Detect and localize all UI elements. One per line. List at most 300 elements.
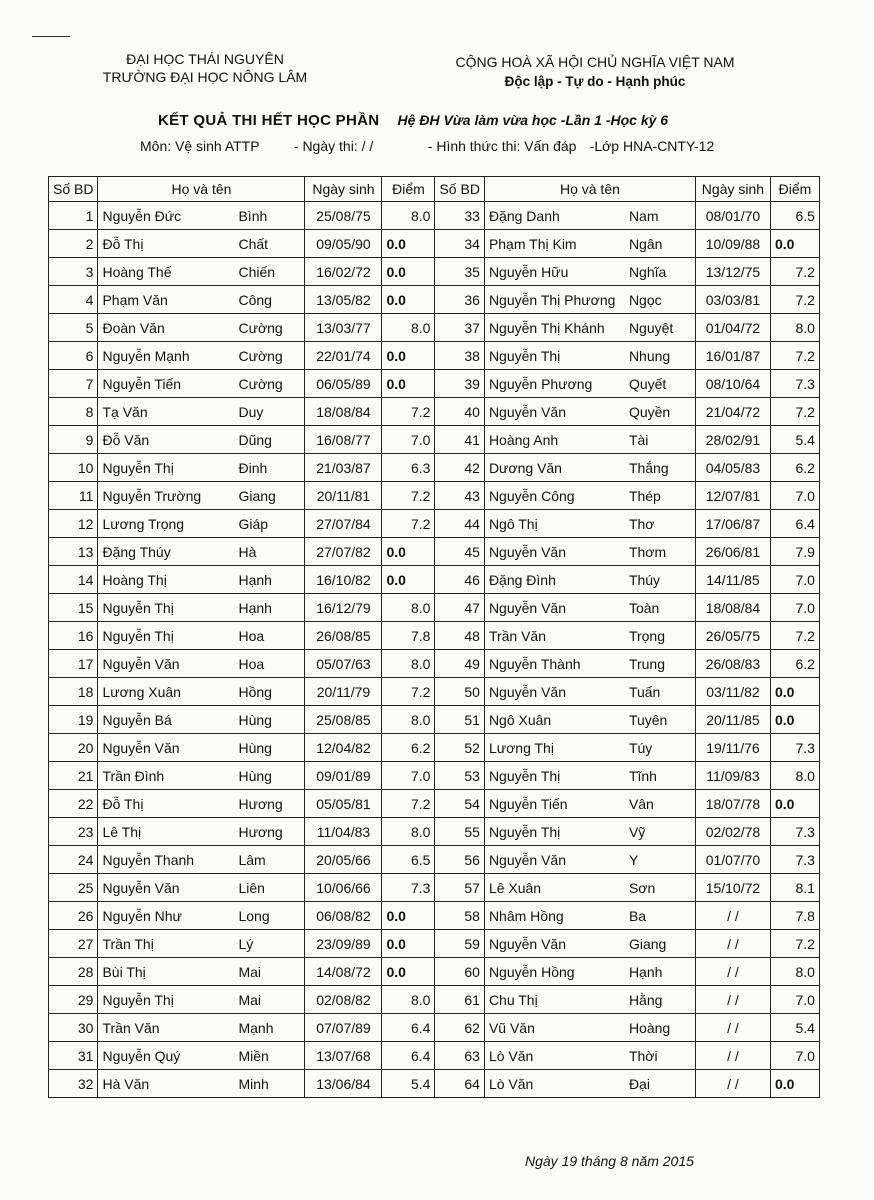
sbd-cell: 47 (435, 594, 484, 622)
national-motto: Độc lập - Tự do - Hạnh phúc (504, 74, 686, 89)
given-name-cell: Miền (234, 1042, 305, 1070)
surname-cell: Nguyễn Thị Phương (484, 286, 625, 314)
dob-cell: / / (695, 986, 770, 1014)
surname-cell: Nguyễn Như (98, 902, 235, 930)
surname-cell: Phạm Thị Kim (484, 230, 625, 258)
given-name-cell: Lý (234, 930, 305, 958)
sbd-cell: 37 (435, 314, 484, 342)
given-name-cell: Hằng (625, 986, 696, 1014)
table-row (49, 734, 820, 762)
score-cell: 8.0 (382, 594, 435, 622)
sbd-cell: 45 (435, 538, 484, 566)
exam-form: - Hình thức thi: Vấn đáp (427, 138, 577, 154)
given-name-cell: Toàn (625, 594, 696, 622)
score-cell: 7.2 (382, 790, 435, 818)
sbd-cell: 38 (435, 342, 484, 370)
dob-cell: / / (695, 1014, 770, 1042)
dob-cell: 02/02/78 (695, 818, 770, 846)
sbd-cell: 5 (49, 314, 98, 342)
dob-cell: 20/11/85 (695, 706, 770, 734)
table-row (49, 538, 820, 566)
sbd-cell: 9 (49, 426, 98, 454)
table-body (49, 202, 820, 1098)
score-cell: 7.2 (382, 482, 435, 510)
score-cell: 0.0 (770, 706, 819, 734)
surname-cell: Nguyễn Thành (484, 650, 625, 678)
given-name-cell: Hùng (234, 734, 305, 762)
score-cell: 5.4 (770, 1014, 819, 1042)
surname-cell: Nguyễn Thanh (98, 846, 235, 874)
score-cell: 0.0 (382, 538, 435, 566)
surname-cell: Nguyễn Thị (98, 622, 235, 650)
score-cell: 7.0 (770, 482, 819, 510)
score-cell: 8.0 (770, 958, 819, 986)
dob-cell: 20/11/81 (305, 482, 382, 510)
national-header (420, 52, 770, 92)
score-cell: 8.0 (382, 314, 435, 342)
sbd-cell: 17 (49, 650, 98, 678)
surname-cell: Phạm Văn (98, 286, 235, 314)
dob-cell: 16/10/82 (305, 566, 382, 594)
given-name-cell: Trung (625, 650, 696, 678)
dob-cell: 22/01/74 (305, 342, 382, 370)
sbd-cell: 52 (435, 734, 484, 762)
given-name-cell: Thắng (625, 454, 696, 482)
dob-cell: 06/08/82 (305, 902, 382, 930)
given-name-cell: Giang (625, 930, 696, 958)
score-cell: 5.4 (382, 1070, 435, 1098)
surname-cell: Nguyễn Thị (484, 762, 625, 790)
surname-cell: Ngô Xuân (484, 706, 625, 734)
dob-cell: 16/12/79 (305, 594, 382, 622)
surname-cell: Vũ Văn (484, 1014, 625, 1042)
col-dob: Ngày sinh (305, 177, 382, 202)
dob-cell: 09/05/90 (305, 230, 382, 258)
score-cell: 7.0 (770, 1042, 819, 1070)
sbd-cell: 44 (435, 510, 484, 538)
score-cell: 7.8 (770, 902, 819, 930)
score-cell: 0.0 (382, 230, 435, 258)
surname-cell: Nguyễn Mạnh (98, 342, 235, 370)
score-cell: 0.0 (770, 1070, 819, 1098)
dob-cell: 02/08/82 (305, 986, 382, 1014)
given-name-cell: Ngọc (625, 286, 696, 314)
dob-cell: 16/02/72 (305, 258, 382, 286)
sbd-cell: 19 (49, 706, 98, 734)
sbd-cell: 23 (49, 818, 98, 846)
sbd-cell: 29 (49, 986, 98, 1014)
sbd-cell: 2 (49, 230, 98, 258)
table-row (49, 818, 820, 846)
surname-cell: Nguyễn Tiến (98, 370, 235, 398)
table-row (49, 594, 820, 622)
dob-cell: 13/06/84 (305, 1070, 382, 1098)
table-header-row (49, 177, 820, 202)
surname-cell: Đặng Thúy (98, 538, 235, 566)
dob-cell: 18/08/84 (695, 594, 770, 622)
surname-cell: Nguyễn Thị (484, 342, 625, 370)
sbd-cell: 63 (435, 1042, 484, 1070)
score-cell: 8.0 (770, 762, 819, 790)
title-sub: Hệ ĐH Vừa làm vừa học -Lần 1 -Học kỳ 6 (397, 112, 669, 128)
score-cell: 7.3 (770, 370, 819, 398)
given-name-cell: Hà (234, 538, 305, 566)
sbd-cell: 31 (49, 1042, 98, 1070)
given-name-cell: Ba (625, 902, 696, 930)
given-name-cell: Y (625, 846, 696, 874)
given-name-cell: Đại (625, 1070, 696, 1098)
surname-cell: Ngô Thị (484, 510, 625, 538)
given-name-cell: Túy (625, 734, 696, 762)
dob-cell: 16/08/77 (305, 426, 382, 454)
score-cell: 7.0 (770, 986, 819, 1014)
sbd-cell: 22 (49, 790, 98, 818)
country-name: CỘNG HOÀ XÃ HỘI CHỦ NGHĨA VIỆT NAM (455, 54, 735, 70)
given-name-cell: Vân (625, 790, 696, 818)
given-name-cell: Mai (234, 986, 305, 1014)
dob-cell: 20/05/66 (305, 846, 382, 874)
surname-cell: Đỗ Thị (98, 790, 235, 818)
dob-cell: 25/08/85 (305, 706, 382, 734)
given-name-cell: Giang (234, 482, 305, 510)
title-main: KẾT QUẢ THI HẾT HỌC PHẦN (158, 112, 380, 129)
dob-cell: 18/07/78 (695, 790, 770, 818)
dob-cell: 13/05/82 (305, 286, 382, 314)
surname-cell: Nguyễn Thị Khánh (484, 314, 625, 342)
sbd-cell: 57 (435, 874, 484, 902)
results-table (48, 176, 820, 1098)
score-cell: 7.2 (770, 342, 819, 370)
score-cell: 8.0 (382, 818, 435, 846)
surname-cell: Nguyễn Văn (98, 734, 235, 762)
surname-cell: Nguyễn Văn (484, 930, 625, 958)
exam-meta (140, 138, 714, 154)
sbd-cell: 10 (49, 454, 98, 482)
sbd-cell: 46 (435, 566, 484, 594)
document-title (158, 112, 668, 129)
surname-cell: Lê Thị (98, 818, 235, 846)
sbd-cell: 56 (435, 846, 484, 874)
surname-cell: Dương Văn (484, 454, 625, 482)
given-name-cell: Hoa (234, 650, 305, 678)
score-cell: 7.2 (770, 258, 819, 286)
given-name-cell: Quyền (625, 398, 696, 426)
sbd-cell: 27 (49, 930, 98, 958)
table-row (49, 790, 820, 818)
surname-cell: Nguyễn Văn (484, 594, 625, 622)
surname-cell: Tạ Văn (98, 398, 235, 426)
sbd-cell: 14 (49, 566, 98, 594)
given-name-cell: Quyết (625, 370, 696, 398)
table-row (49, 482, 820, 510)
table-row (49, 342, 820, 370)
score-cell: 0.0 (382, 930, 435, 958)
score-cell: 7.3 (770, 818, 819, 846)
sbd-cell: 28 (49, 958, 98, 986)
sbd-cell: 49 (435, 650, 484, 678)
given-name-cell: Nghĩa (625, 258, 696, 286)
university-name: ĐẠI HỌC THÁI NGUYÊN (126, 51, 284, 67)
table-row (49, 874, 820, 902)
given-name-cell: Sơn (625, 874, 696, 902)
dob-cell: 19/11/76 (695, 734, 770, 762)
surname-cell: Đoàn Văn (98, 314, 235, 342)
dob-cell: 21/04/72 (695, 398, 770, 426)
table-row (49, 622, 820, 650)
sbd-cell: 41 (435, 426, 484, 454)
sbd-cell: 42 (435, 454, 484, 482)
surname-cell: Đặng Danh (484, 202, 625, 230)
surname-cell: Nguyễn Trường (98, 482, 235, 510)
given-name-cell: Cường (234, 314, 305, 342)
dob-cell: 12/04/82 (305, 734, 382, 762)
table-row (49, 426, 820, 454)
dob-cell: 08/10/64 (695, 370, 770, 398)
sbd-cell: 54 (435, 790, 484, 818)
table-row (49, 930, 820, 958)
score-cell: 7.2 (382, 678, 435, 706)
given-name-cell: Nhung (625, 342, 696, 370)
dob-cell: 04/05/83 (695, 454, 770, 482)
score-cell: 5.4 (770, 426, 819, 454)
dob-cell: 12/07/81 (695, 482, 770, 510)
table-row (49, 1014, 820, 1042)
sbd-cell: 32 (49, 1070, 98, 1098)
score-cell: 6.5 (770, 202, 819, 230)
dob-cell: / / (695, 930, 770, 958)
score-cell: 8.0 (382, 986, 435, 1014)
given-name-cell: Thúy (625, 566, 696, 594)
given-name-cell: Mạnh (234, 1014, 305, 1042)
given-name-cell: Chiến (234, 258, 305, 286)
score-cell: 6.4 (382, 1014, 435, 1042)
col-score-2: Điểm (770, 177, 819, 202)
table-row (49, 902, 820, 930)
surname-cell: Trần Văn (98, 1014, 235, 1042)
dob-cell: 27/07/82 (305, 538, 382, 566)
table-row (49, 678, 820, 706)
col-sbd: Số BD (49, 177, 98, 202)
given-name-cell: Thời (625, 1042, 696, 1070)
dob-cell: 05/05/81 (305, 790, 382, 818)
score-cell: 7.3 (770, 846, 819, 874)
table-row (49, 1042, 820, 1070)
given-name-cell: Tĩnh (625, 762, 696, 790)
dob-cell: / / (695, 958, 770, 986)
score-cell: 7.0 (382, 426, 435, 454)
col-dob-2: Ngày sinh (695, 177, 770, 202)
dob-cell: 13/12/75 (695, 258, 770, 286)
surname-cell: Nguyễn Văn (98, 874, 235, 902)
col-name-2: Họ và tên (484, 177, 695, 202)
sbd-cell: 39 (435, 370, 484, 398)
surname-cell: Hoàng Anh (484, 426, 625, 454)
surname-cell: Bùi Thị (98, 958, 235, 986)
sbd-cell: 60 (435, 958, 484, 986)
sbd-cell: 34 (435, 230, 484, 258)
score-cell: 7.2 (770, 398, 819, 426)
given-name-cell: Chất (234, 230, 305, 258)
table-row (49, 762, 820, 790)
given-name-cell: Nam (625, 202, 696, 230)
sbd-cell: 50 (435, 678, 484, 706)
score-cell: 7.0 (382, 762, 435, 790)
table-row (49, 510, 820, 538)
table-row (49, 566, 820, 594)
dob-cell: 21/03/87 (305, 454, 382, 482)
university-header (70, 50, 340, 86)
dob-cell: 26/06/81 (695, 538, 770, 566)
sbd-cell: 48 (435, 622, 484, 650)
sbd-cell: 51 (435, 706, 484, 734)
dob-cell: 10/09/88 (695, 230, 770, 258)
sbd-cell: 13 (49, 538, 98, 566)
dob-cell: 28/02/91 (695, 426, 770, 454)
table-row (49, 286, 820, 314)
surname-cell: Lương Xuân (98, 678, 235, 706)
given-name-cell: Hoàng (625, 1014, 696, 1042)
dob-cell: 10/06/66 (305, 874, 382, 902)
dob-cell: 17/06/87 (695, 510, 770, 538)
sbd-cell: 21 (49, 762, 98, 790)
given-name-cell: Tuấn (625, 678, 696, 706)
sbd-cell: 18 (49, 678, 98, 706)
dob-cell: 14/08/72 (305, 958, 382, 986)
sbd-cell: 1 (49, 202, 98, 230)
dob-cell: 25/08/75 (305, 202, 382, 230)
given-name-cell: Hạnh (234, 566, 305, 594)
dob-cell: / / (695, 1042, 770, 1070)
sbd-cell: 36 (435, 286, 484, 314)
dob-cell: 13/07/68 (305, 1042, 382, 1070)
score-cell: 6.2 (382, 734, 435, 762)
surname-cell: Nguyễn Hồng (484, 958, 625, 986)
surname-cell: Nguyễn Văn (484, 398, 625, 426)
dob-cell: 26/08/83 (695, 650, 770, 678)
sbd-cell: 59 (435, 930, 484, 958)
col-name: Họ và tên (98, 177, 305, 202)
sbd-cell: 33 (435, 202, 484, 230)
col-score: Điểm (382, 177, 435, 202)
class-code: -Lớp HNA-CNTY-12 (589, 138, 715, 154)
surname-cell: Lò Văn (484, 1070, 625, 1098)
school-name: TRƯỜNG ĐẠI HỌC NÔNG LÂM (102, 69, 308, 85)
dob-cell: 13/03/77 (305, 314, 382, 342)
given-name-cell: Hùng (234, 762, 305, 790)
surname-cell: Nguyễn Thị (98, 986, 235, 1014)
dob-cell: 03/11/82 (695, 678, 770, 706)
dob-cell: 07/07/89 (305, 1014, 382, 1042)
table-row (49, 258, 820, 286)
table-row (49, 314, 820, 342)
col-sbd-2: Số BD (435, 177, 484, 202)
given-name-cell: Hạnh (625, 958, 696, 986)
score-cell: 8.0 (382, 706, 435, 734)
surname-cell: Nguyễn Công (484, 482, 625, 510)
score-cell: 7.3 (382, 874, 435, 902)
sbd-cell: 26 (49, 902, 98, 930)
score-cell: 7.2 (770, 930, 819, 958)
surname-cell: Trần Thị (98, 930, 235, 958)
score-cell: 0.0 (770, 790, 819, 818)
given-name-cell: Nguyệt (625, 314, 696, 342)
score-cell: 0.0 (382, 258, 435, 286)
dob-cell: 03/03/81 (695, 286, 770, 314)
dob-cell: 23/09/89 (305, 930, 382, 958)
score-cell: 8.0 (770, 314, 819, 342)
surname-cell: Trần Văn (484, 622, 625, 650)
sbd-cell: 4 (49, 286, 98, 314)
surname-cell: Nguyễn Thị (98, 454, 235, 482)
given-name-cell: Hùng (234, 706, 305, 734)
surname-cell: Lò Văn (484, 1042, 625, 1070)
score-cell: 7.9 (770, 538, 819, 566)
table-row (49, 202, 820, 230)
given-name-cell: Long (234, 902, 305, 930)
sbd-cell: 15 (49, 594, 98, 622)
surname-cell: Nguyễn Tiến (484, 790, 625, 818)
sbd-cell: 24 (49, 846, 98, 874)
score-cell: 0.0 (770, 230, 819, 258)
sbd-cell: 6 (49, 342, 98, 370)
dob-cell: 08/01/70 (695, 202, 770, 230)
given-name-cell: Hoa (234, 622, 305, 650)
given-name-cell: Tuyên (625, 706, 696, 734)
surname-cell: Lê Xuân (484, 874, 625, 902)
surname-cell: Nguyễn Hữu (484, 258, 625, 286)
dob-cell: 16/01/87 (695, 342, 770, 370)
score-cell: 0.0 (382, 902, 435, 930)
dob-cell: 15/10/72 (695, 874, 770, 902)
score-cell: 7.3 (770, 734, 819, 762)
sbd-cell: 20 (49, 734, 98, 762)
sbd-cell: 40 (435, 398, 484, 426)
score-cell: 8.0 (382, 650, 435, 678)
signing-date: Ngày 19 tháng 8 năm 2015 (525, 1153, 694, 1169)
sbd-cell: 16 (49, 622, 98, 650)
table-row (49, 706, 820, 734)
surname-cell: Nguyễn Thị (484, 818, 625, 846)
given-name-cell: Mai (234, 958, 305, 986)
sbd-cell: 8 (49, 398, 98, 426)
dob-cell: 11/04/83 (305, 818, 382, 846)
sbd-cell: 7 (49, 370, 98, 398)
score-cell: 6.5 (382, 846, 435, 874)
given-name-cell: Liên (234, 874, 305, 902)
score-cell: 6.4 (770, 510, 819, 538)
dob-cell: 20/11/79 (305, 678, 382, 706)
score-cell: 0.0 (382, 566, 435, 594)
given-name-cell: Lâm (234, 846, 305, 874)
score-cell: 0.0 (382, 370, 435, 398)
dob-cell: 11/09/83 (695, 762, 770, 790)
surname-cell: Nguyễn Quý (98, 1042, 235, 1070)
sbd-cell: 11 (49, 482, 98, 510)
table-row (49, 370, 820, 398)
dob-cell: 05/07/63 (305, 650, 382, 678)
score-cell: 0.0 (382, 286, 435, 314)
table-row (49, 398, 820, 426)
table-row (49, 230, 820, 258)
score-cell: 0.0 (382, 958, 435, 986)
sbd-cell: 35 (435, 258, 484, 286)
score-cell: 7.2 (770, 622, 819, 650)
dob-cell: 01/07/70 (695, 846, 770, 874)
sbd-cell: 53 (435, 762, 484, 790)
exam-date: - Ngày thi: / / (293, 138, 374, 154)
surname-cell: Trần Đình (98, 762, 235, 790)
given-name-cell: Trọng (625, 622, 696, 650)
